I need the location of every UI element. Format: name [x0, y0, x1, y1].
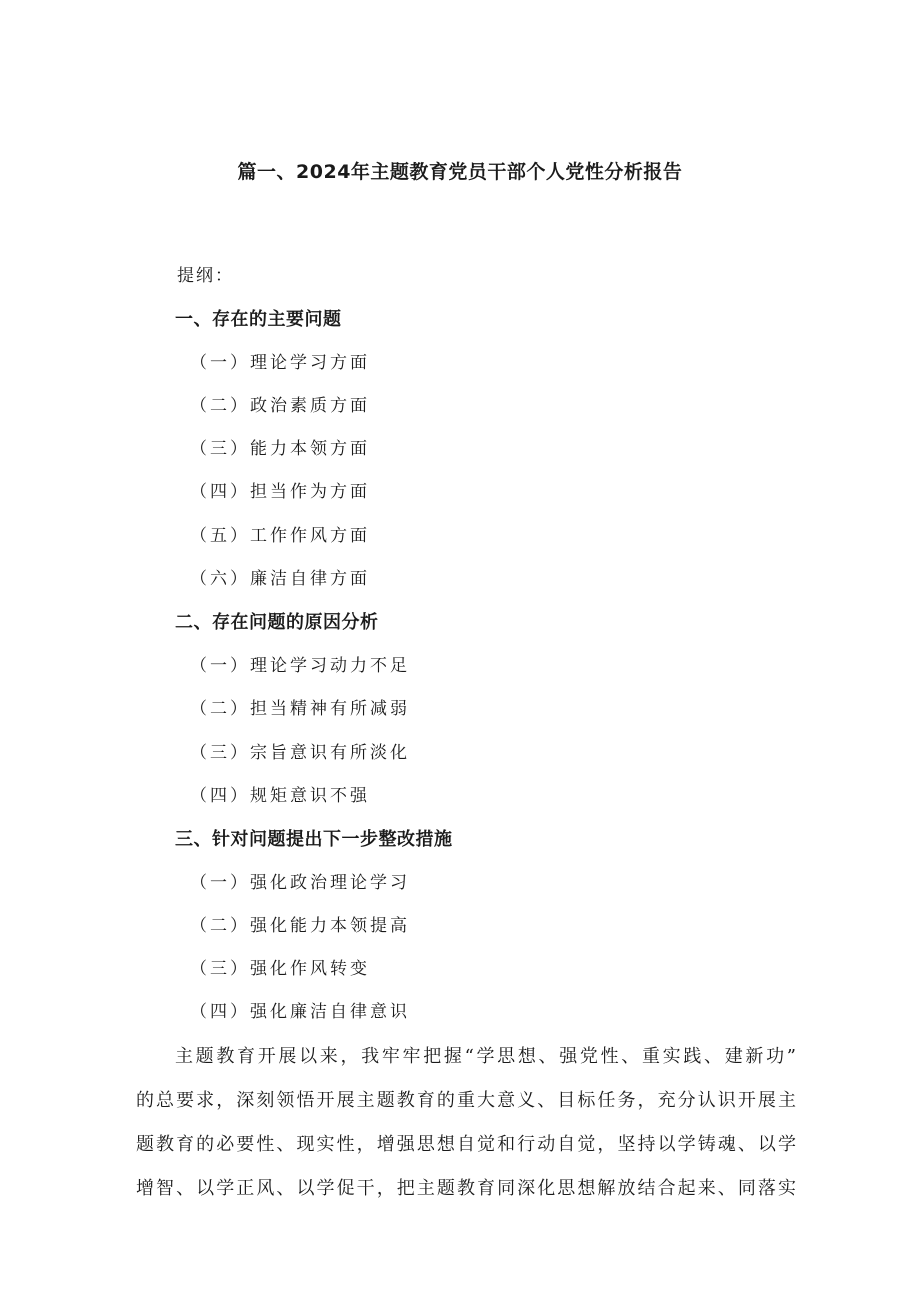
body-paragraph-line-4: 增智、以学正风、以学促干，把主题教育同深化思想解放结合起来、同落实 — [136, 1178, 796, 1199]
section-3-item-4: （四）强化廉洁自律意识 — [190, 1002, 410, 1022]
body-paragraph-line-2: 的总要求，深刻领悟开展主题教育的重大意义、目标任务，充分认识开展主 — [136, 1090, 796, 1111]
section-1-item-1: （一）理论学习方面 — [190, 353, 370, 373]
section-heading-3: 三、针对问题提出下一步整改措施 — [175, 829, 453, 850]
section-heading-2: 二、存在问题的原因分析 — [175, 612, 379, 633]
section-2-item-4: （四）规矩意识不强 — [190, 786, 370, 806]
section-1-item-3: （三）能力本领方面 — [190, 439, 370, 459]
section-1-item-5: （五）工作作风方面 — [190, 526, 370, 546]
outline-label: 提纲： — [177, 266, 234, 286]
section-3-item-3: （三）强化作风转变 — [190, 959, 370, 979]
document-title: 篇一、2024年主题教育党员干部个人党性分析报告 — [237, 161, 683, 183]
section-2-item-1: （一）理论学习动力不足 — [190, 656, 410, 676]
section-2-item-2: （二）担当精神有所减弱 — [190, 699, 410, 719]
body-paragraph-line-1: 主题教育开展以来，我牢牢把握“学思想、强党性、重实践、建新功” — [175, 1046, 796, 1067]
section-1-item-6: （六）廉洁自律方面 — [190, 569, 370, 589]
section-1-item-4: （四）担当作为方面 — [190, 482, 370, 502]
section-3-item-2: （二）强化能力本领提高 — [190, 916, 410, 936]
section-2-item-3: （三）宗旨意识有所淡化 — [190, 743, 410, 763]
section-heading-1: 一、存在的主要问题 — [175, 309, 342, 330]
body-paragraph-line-3: 题教育的必要性、现实性，增强思想自觉和行动自觉，坚持以学铸魂、以学 — [136, 1134, 796, 1155]
section-1-item-2: （二）政治素质方面 — [190, 396, 370, 416]
section-3-item-1: （一）强化政治理论学习 — [190, 873, 410, 893]
